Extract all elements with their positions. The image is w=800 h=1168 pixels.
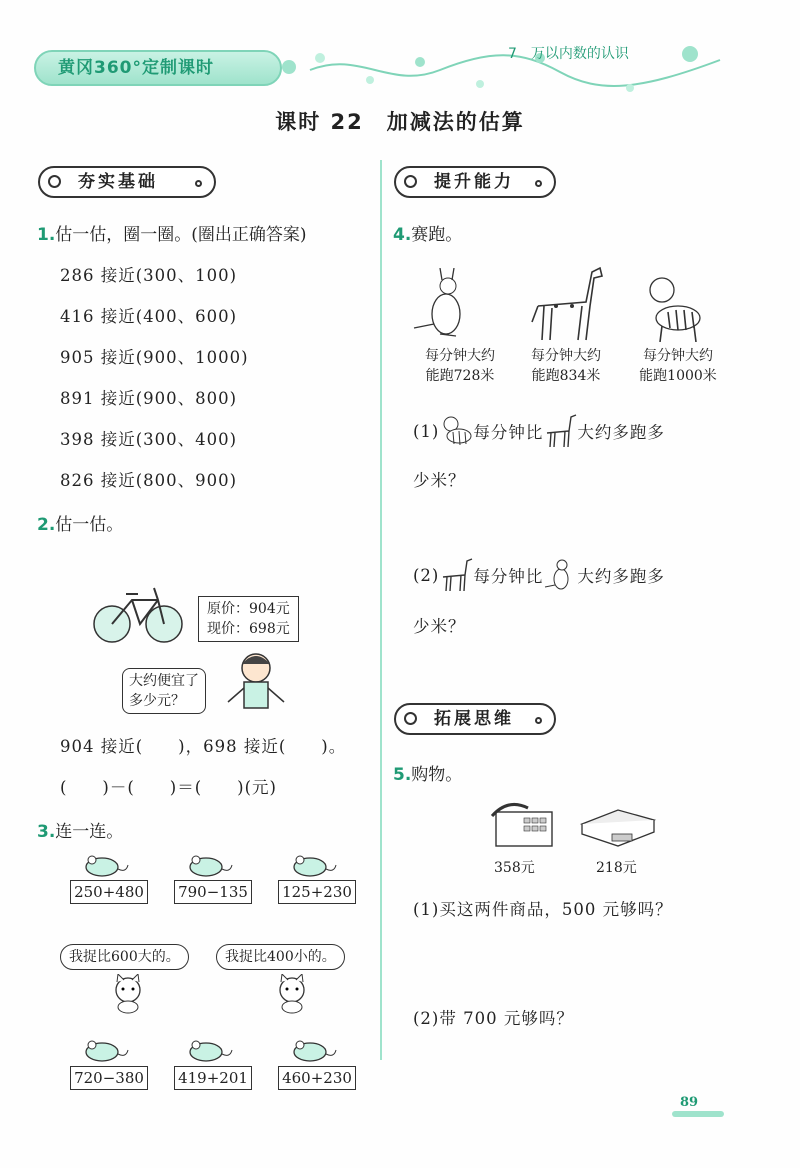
mouse-icon (290, 853, 338, 877)
page-number: 89 (680, 1095, 699, 1110)
zebra-icon (439, 414, 473, 448)
kangaroo-icon (412, 268, 476, 342)
q1-item[interactable]: 905 接近(900、1000) (60, 348, 249, 367)
q4-part2[interactable]: (2) 每分钟比 大约多跑多 (413, 557, 665, 593)
mouse-icon (82, 1038, 130, 1062)
q3-prompt: 3.连一连。 (37, 822, 124, 842)
mouse-icon (186, 853, 234, 877)
cat-bubble[interactable]: 我捉比400小的。 (216, 944, 345, 970)
series-banner: 黄冈360°定制课时 (34, 50, 282, 86)
scale-price: 218元 (596, 860, 637, 876)
column-divider (380, 160, 382, 1060)
q5-prompt: 5.购物。 (393, 765, 463, 785)
mouse-icon (290, 1038, 338, 1062)
kangaroo-icon (543, 557, 577, 593)
q1-item[interactable]: 826 接近(800、900) (60, 471, 238, 490)
telephone-icon (488, 798, 560, 852)
animal-caption: 每分钟大约 能跑728米 (425, 348, 495, 384)
animal-caption: 每分钟大约 能跑834米 (531, 348, 601, 384)
cat-bubble[interactable]: 我捉比600大的。 (60, 944, 189, 970)
chapter-label: 7 万以内数的认识 (508, 46, 629, 62)
boy-illustration (222, 648, 290, 716)
cat-icon (272, 974, 312, 1014)
zebra-icon (638, 272, 708, 342)
q1-item[interactable]: 398 接近(300、400) (60, 430, 238, 449)
mouse-icon (186, 1038, 234, 1062)
price-tag: 原价：904元 现价：698元 (198, 596, 299, 642)
telephone-price: 358元 (494, 860, 535, 876)
animal-caption: 每分钟大约 能跑1000米 (639, 348, 717, 384)
q2-prompt: 2.估一估。 (37, 515, 124, 535)
expression-box[interactable]: 125+230 (278, 880, 356, 904)
page-number-underline (672, 1111, 724, 1117)
q4-prompt: 4.赛跑。 (393, 225, 463, 245)
q5-part2[interactable]: (2)带 700 元够吗？ (413, 1009, 574, 1028)
q4-part1-cont: 少米？ (413, 471, 466, 490)
mouse-icon (82, 853, 130, 877)
section-extend: 拓展思维 (394, 703, 556, 735)
giraffe-icon (439, 557, 473, 593)
expression-box[interactable]: 460+230 (278, 1066, 356, 1090)
q2-line2[interactable]: ( )－( )＝( )(元) (60, 778, 277, 797)
bicycle-illustration (92, 578, 184, 646)
expression-box[interactable]: 790−135 (174, 880, 252, 904)
banner-dot (282, 60, 296, 74)
q1-item[interactable]: 286 接近(300、100) (60, 266, 238, 285)
q1-prompt: 1.估一估，圈一圈。(圈出正确答案) (37, 225, 307, 245)
q2-line1[interactable]: 904 接近( )，698 接近( )。 (60, 737, 347, 756)
lesson-title: 课时 22 加减法的估算 (275, 110, 525, 134)
expression-box[interactable]: 419+201 (174, 1066, 252, 1090)
giraffe-icon (526, 262, 606, 342)
speech-bubble: 大约便宜了 多少元？ (122, 668, 206, 714)
q1-item[interactable]: 891 接近(900、800) (60, 389, 238, 408)
giraffe-icon (543, 413, 577, 449)
q4-part2-cont: 少米？ (413, 617, 466, 636)
section-basic: 夯实基础 (38, 166, 216, 198)
expression-box[interactable]: 250+480 (70, 880, 148, 904)
q4-part1[interactable]: (1) 每分钟比 大约多跑多 (413, 413, 665, 449)
scale-icon (578, 804, 658, 848)
cat-icon (108, 974, 148, 1014)
expression-box[interactable]: 720−380 (70, 1066, 148, 1090)
q5-part1[interactable]: (1)买这两件商品，500 元够吗？ (413, 900, 673, 919)
q1-item[interactable]: 416 接近(400、600) (60, 307, 238, 326)
section-ability: 提升能力 (394, 166, 556, 198)
